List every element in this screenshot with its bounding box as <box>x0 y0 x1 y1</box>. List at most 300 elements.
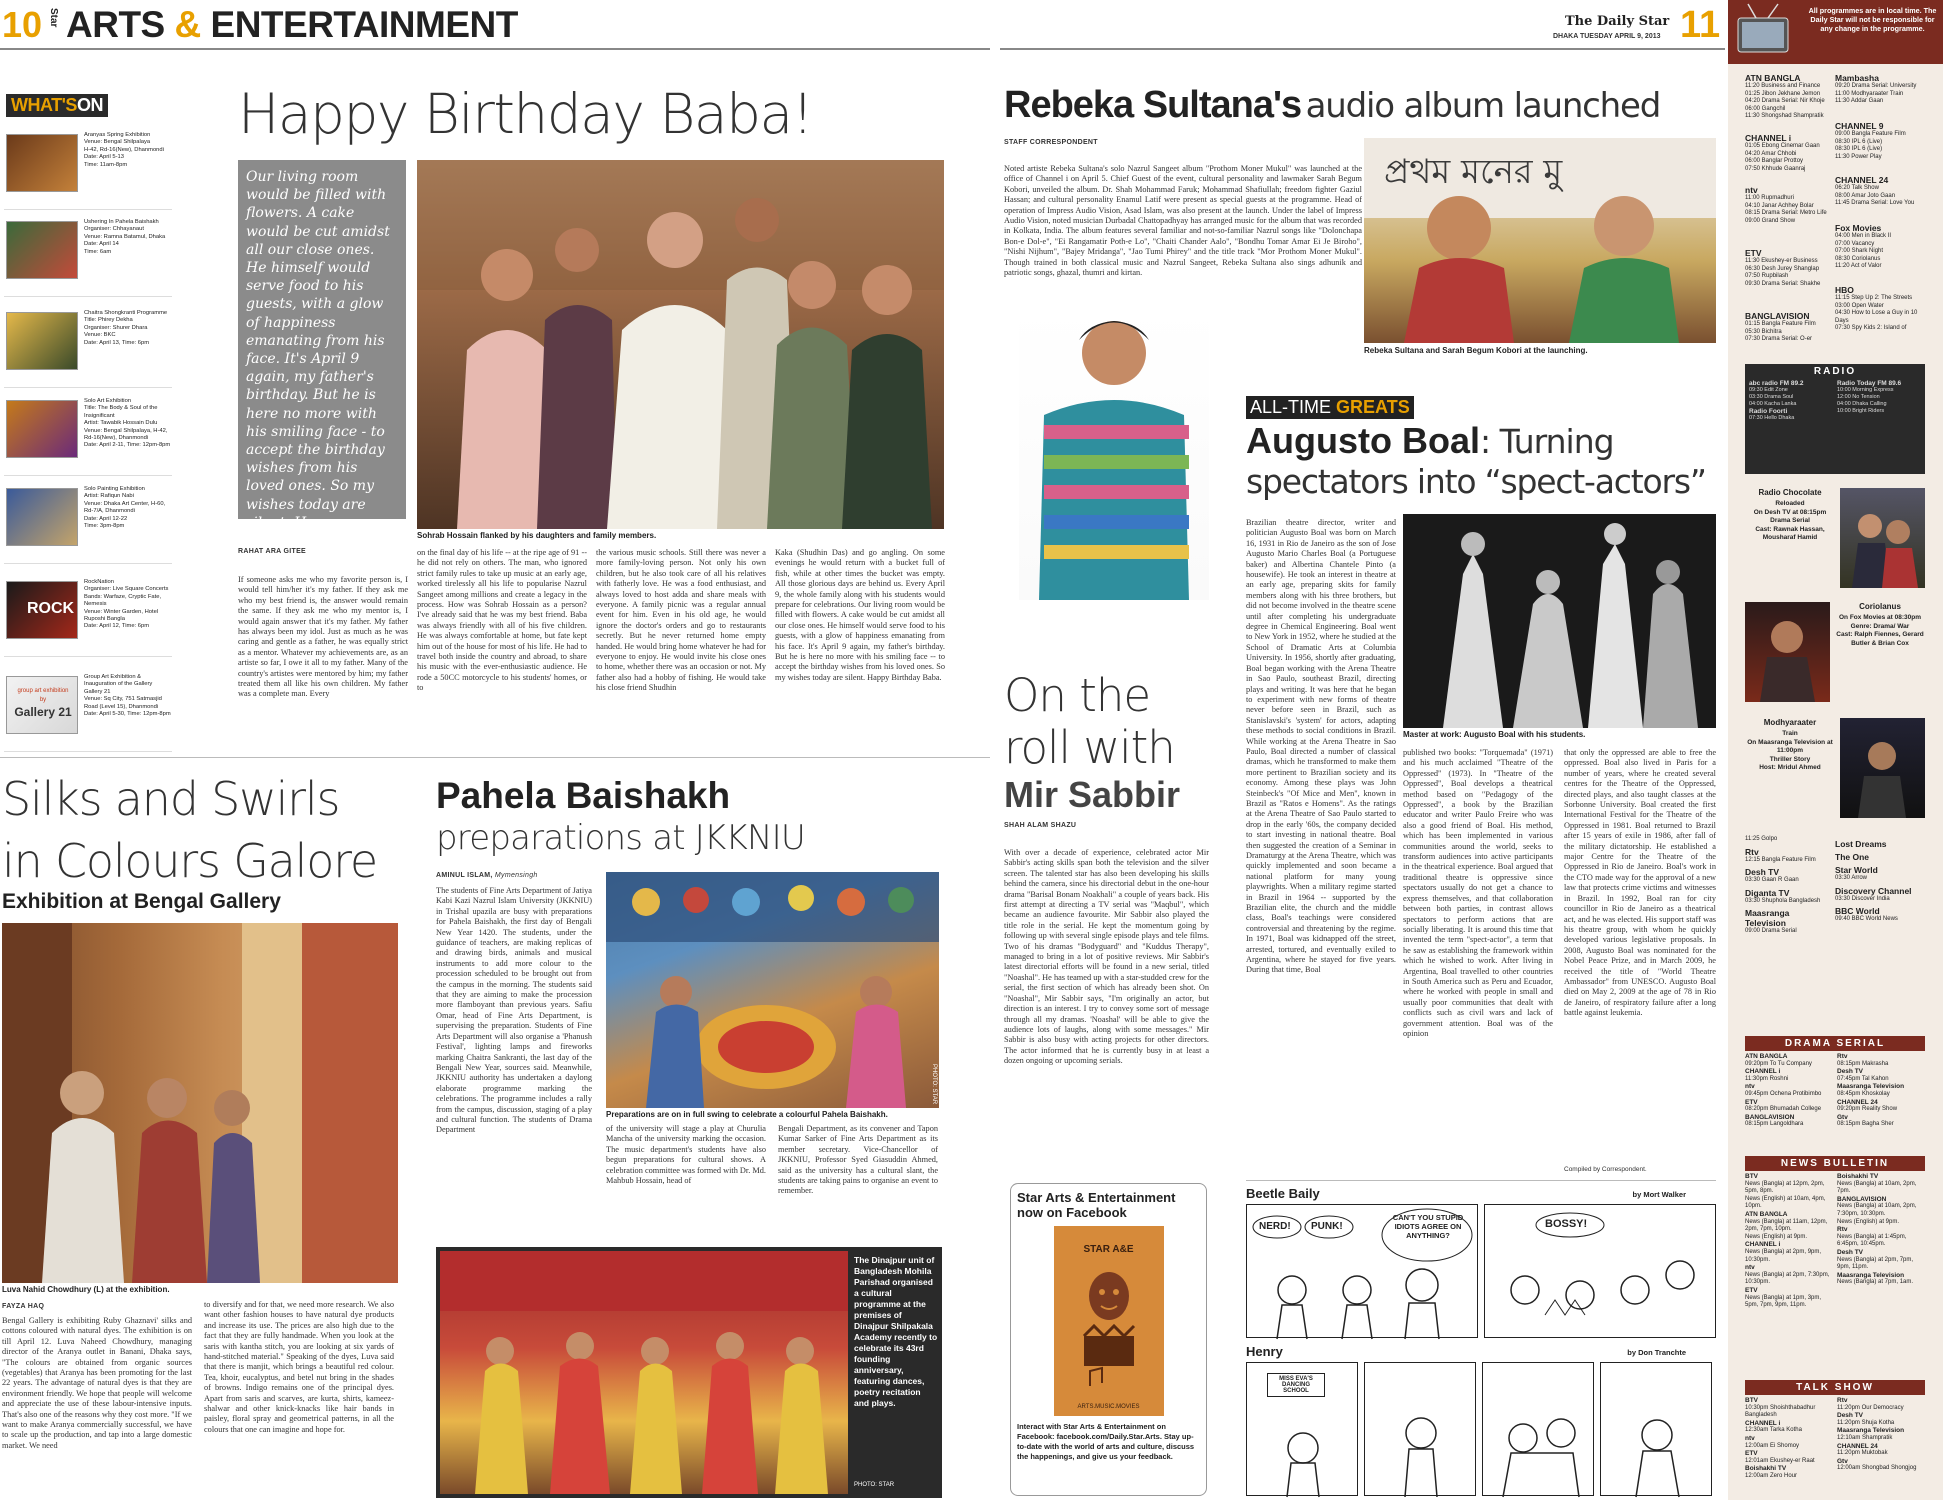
tv-listing-row: 06:30 Desh Jurey Shanglap <box>1745 265 1820 272</box>
tv-listing-row: 08:30 IPL 6 (Live) <box>1835 138 1883 145</box>
rebeka-photo-illustration <box>1364 138 1716 343</box>
tv-channel-name: Maasranga Television <box>1745 908 1790 929</box>
schedule-channel: ETV <box>1745 1098 1758 1106</box>
schedule-row: 12:01am Ekushey-er Raat <box>1745 1457 1815 1464</box>
tv-channel-name: Desh TV <box>1745 867 1780 878</box>
tv-listing-row: 11:45 Drama Serial: Love You <box>1835 200 1915 207</box>
divider-birthday <box>0 757 990 758</box>
tv-listing-row: 09:00 Bangla Feature Film <box>1835 131 1906 137</box>
pahela-headline: Pahela Baishakh <box>436 775 731 816</box>
tv-channel-name: BANGLAVISION <box>1745 311 1810 321</box>
promo-1-photo <box>1840 488 1925 588</box>
whats-on-thumbnail <box>6 581 78 639</box>
tv-listing-row: 09:30 Drama Serial: Shakhe <box>1745 280 1821 287</box>
rebeka-launch-photo <box>1364 138 1716 343</box>
tv-channel-block <box>1745 308 1831 344</box>
boal-col-2: published two books: "Torquemada" (1971) and his much acclaimed "Theatre of the Oppressed" (1973). In "Theatre of the Oppressed", Boal develops a theatrical method based on "Pedagogy of the Oppressed", a book by the Brazilian educator and writer Paulo Freire who was also a good friend of Boal. His method, which has been implemented in various communities around the world, seeks to transform audiences into active participants in the theatrical experience. Boal argued that traditional theatre is oppressive since spectators usually do not get a chance to express themselves, and that collaboration between both parties, in contrast allows spectators to perform actions that are socially liberating. It is around this time that invented the term "spect-actor", a term that he saw as establishing the framework within which he wished to work. After living in Argentina, Boal travelled to other countries in South America such as Peru and Ecuador, where he worked with people in small and usually poor communities that dealt with conflicts such as civil wars and lack of government attention. Boal was of the opinion <box>1403 748 1553 1038</box>
tv-listing-row: 09:00 Grand Show <box>1745 217 1796 224</box>
tv-channel-block <box>1835 172 1923 208</box>
pahela-photo <box>606 872 939 1108</box>
tv-listing-row: 01:05 Ebong Cinemar Gaan <box>1745 143 1820 149</box>
schedule-channel: Radio Today FM 89.6 <box>1837 380 1902 387</box>
schedule-row: News (Bangla) at 2pm, 7:30pm, 10:30pm. <box>1745 1271 1830 1286</box>
promo-coriolanus <box>1745 600 1925 708</box>
title-amp: & <box>174 4 201 45</box>
schedule-channel: CHANNEL 24 <box>1837 1442 1878 1450</box>
whats-on-item[interactable] <box>4 128 172 210</box>
schedule-channel: ntv <box>1745 1434 1755 1442</box>
tv-listing-row: 11:30 Power Play <box>1835 153 1882 160</box>
boal-photo-illustration <box>1403 514 1716 728</box>
whats-on-text: RockNation Organiser: Live Square Concerts Bands: Warfaze, Cryptic Fate, Nemesis Venue: Winter Garden, Hotel Ruposhi Bangla Date: April 12, Time: 6pm <box>84 579 169 630</box>
schedule-channel: Desh TV <box>1837 1248 1864 1256</box>
schedule-channel: Maasranga Television <box>1837 1427 1905 1435</box>
drama-serial-section <box>1745 1036 1925 1146</box>
tv-channel-name: CHANNEL 9 <box>1835 121 1884 131</box>
schedule-channel: ntv <box>1745 1264 1755 1272</box>
schedule-row: News (English) at 9pm. <box>1745 1233 1808 1240</box>
header-rule-left <box>0 48 990 50</box>
henry-panel-3 <box>1482 1362 1594 1496</box>
schedule-channel: CHANNEL i <box>1745 1241 1781 1249</box>
tv-listing-row: 12:15 Bangla Feature Film <box>1745 856 1816 863</box>
birthday-headline: Happy Birthday Baba! <box>238 82 813 146</box>
whats-on-text: Solo Art Exhibition Title: The Body & Soul of the Insignificant Artist: Tawabik Hossain Dulu Venue: Bengal Shilpalaya, H-42, Rd-16(New), Dhanmondi Date: April 2-11, Time: 12pm-8pm <box>84 398 171 449</box>
news-bulletin-right <box>1837 1173 1925 1287</box>
beetle-bubble-agree: CAN'T YOU STUPID IDIOTS AGREE ON ANYTHING? <box>1392 1213 1464 1240</box>
tv-listing-row: 07:30 Spy Kids 2: Island of <box>1835 325 1907 332</box>
beetle-panel-2 <box>1484 1204 1716 1338</box>
henry-panel-4 <box>1600 1362 1712 1496</box>
dateline: DHAKA TUESDAY APRIL 9, 2013 <box>1553 33 1661 40</box>
tv-channel-name: ATN BANGLA <box>1745 73 1801 83</box>
silks-col-2: to diversify and for that, we need more research. We also want other fashion houses to have natural dye products and increase its use. The prices are also high due to the fact that they are fully handmade. When you look at the saris with kantha stitch, you are looking at six yards of hand-stitched material." Speaking of the dyes, Luva said that there is manjit, which brings a beautiful red colour. Tea, khoir, eucalyptus, and betel nut bring in the shades of browns. Indigo remains one of the principal dyes. Apart from saris and scarves, are kurta, shirts, kameez-shalwar and other knick-knacks like hair bands in paisley, floral spray and geometrical patterns, in all the colours that one can imagine and hope for. <box>204 1300 394 1434</box>
radio-list-left <box>1749 380 1835 422</box>
tv-channel-block <box>1745 245 1831 288</box>
schedule-channel: abc radio FM 89.2 <box>1749 380 1804 387</box>
tv-listing-row: 11:20 Business and Finance <box>1745 83 1821 89</box>
henry-sign: MISS EVA'S DANCING SCHOOL <box>1267 1373 1325 1397</box>
title-entertainment: ENTERTAINMENT <box>210 4 518 45</box>
dinajpur-credit: PHOTO: STAR <box>854 1482 895 1488</box>
facebook-body: Interact with Star Arts & Entertainment on Facebook: facebook.com/Daily.Star.Arts. Stay up-to-date with the world of arts and culture, discuss the happenings, and give us your feedback. <box>1017 1422 1195 1461</box>
facebook-poster-footer: ARTS.MUSIC.MOVIES <box>1077 1404 1140 1410</box>
page-number-right: 11 <box>1680 4 1721 46</box>
schedule-channel: Gtv <box>1837 1457 1848 1465</box>
tv-set-icon <box>1732 2 1802 62</box>
right-page-header <box>1000 0 1725 52</box>
pahela-caption: Preparations are on in full swing to celebrate a colourful Pahela Baishakh. <box>606 1110 888 1119</box>
schedule-row: 11:30pm Roshni <box>1745 1075 1789 1082</box>
schedule-channel: ETV <box>1745 1450 1758 1458</box>
schedule-row: 12:00am Zero Hour <box>1745 1472 1798 1479</box>
henry-author: by Don Tranchte <box>1627 1348 1686 1357</box>
schedule-channel: ATN BANGLA <box>1745 1210 1788 1218</box>
beetle-bubble-nerd: NERD! <box>1259 1221 1291 1232</box>
birthday-pullquote: Our living room would be filled with flowers. A cake would be cut amidst all our close ones. He himself would serve food to his guests, with a glow of happiness emanating from his face. It's April 9 again, my father's birthday. But he is here no more with his smiling face - to accept the birthday wishes from his loved ones. So my wishes today are silent. Happy Birthday Baba. <box>246 169 390 550</box>
dinajpur-feature <box>436 1247 942 1498</box>
tv-channel-block <box>1835 70 1923 106</box>
gallery21-thumb-label: group art exhibition by Gallery 21 <box>14 688 72 719</box>
sabbir-byline: SHAH ALAM SHAZU <box>1004 822 1077 829</box>
tv-channel-block <box>1745 182 1831 225</box>
whats-on-item[interactable] <box>4 482 172 564</box>
promo-2-title: Coriolanus <box>1859 602 1901 611</box>
sabbir-body: With over a decade of experience, celebrated actor Mir Sabbir's acting skills span both the television and the silver screen. The talented star has also been developing his skills behind the camera, since his directorial debut in the one-hour drama "Barisal Bonam Noakhali" a couple of years back. His first attempt at directing a TV serial was "Maqbul", which became an audience favourite. Mir Sabbir also played the title role in the serial. He kept the momentum going by following up with several single episode plays and tele films. Two of his dramas "Bodyguard" and "Kuddus Therapy", managed to bring in a lot of positive reviews. Mir Sabbir's latest directorial efforts will be found in a new serial, titled "Noashal". He has teamed up with a star-studded crew for the serial, the first section of which has already been shot. On "Noashal", Mir Sabbir says, "I'm originally an actor, but direction is an interest. I try to convey some sort of message through all my dramas. 'Noashal' will be able to give the audience lots of laughs, along with some messages." Mir Sabbir is also busy with acting projects for other directors. The actor informed that he is currently busy in at least a dozen ongoing or upcoming serials. <box>1004 848 1209 1066</box>
birthday-col-4: Kaka (Shudhin Das) and go angling. On some evenings he would return with a bucket full of fish, while at other times the bucket was empty. All those glorious days are behind us. Every April 9, the whole family along with his students would prepare for celebrations. Our living room would be filled with flowers. A cake would be cut amidst all our close ones. He himself would serve food to his guests, with a glow of happiness emanating from his face. It's April 9 again, my father's birthday. But he is here no more with his smiling face -- to accept the birthday wishes from his loved ones. So my wishes today are silent. Happy Birthday Baba. <box>775 548 945 682</box>
silks-subtitle: Exhibition at Bengal Gallery <box>2 890 281 913</box>
schedule-channel: CHANNEL i <box>1745 1068 1781 1076</box>
beetle-bubble-punk: PUNK! <box>1311 1221 1343 1232</box>
rock-thumb-label: ROCK <box>27 600 75 617</box>
drama-serial-label: DRAMA SERIAL <box>1745 1036 1925 1051</box>
schedule-channel: Boishakhi TV <box>1837 1173 1879 1180</box>
dinajpur-photo-illustration <box>440 1251 848 1494</box>
drama-serial-left <box>1745 1053 1833 1129</box>
schedule-channel: Boishakhi TV <box>1745 1465 1787 1473</box>
tv-listing-row: 04:00 Men in Black II <box>1835 233 1892 239</box>
tv-channel-name: The One <box>1835 852 1870 862</box>
tv-listing-row: 05:30 Bichitra <box>1745 328 1782 335</box>
rebeka-byline: STAFF CORRESPONDENT <box>1004 139 1098 146</box>
tv-listing-row: 08:30 Coriolanus <box>1835 255 1881 262</box>
rebeka-body: Noted artiste Rebeka Sultana's solo Nazrul Sangeet album "Prothom Moner Mukul" was launched at the office of Channel i on April 5. Chief Guest of the event, cultural personality and lawmaker Sarah Begum Kobori, unveiled the album. Dr. Shah Mohammad Faruk; Mohammad Shafiullah; freedom fighter Gaziul Hassan; and cultural personality Enamul Latif were present as special guests at the programme. Head of operation of Impress Audio Vision, Asad Islam, was also present at the launch. Under the label of Impress Audio Vision, noted musician Durbadal Chattopadhyay has arranged music for the album that was recorded in Kolkata, India. The album features several familiar and not-so-familiar Nazrul songs like "Dolonchapa Bon-e Dol-e", "Ei Rangamatir Poth-e Lo", "Chaiti Chander Aalo", "Bondhu Tomar Amar Ei Je Biroho", "Nishi Nijhum", "Bajey Mridanga", "Jao Tumi Phirey" and the title track "Mor Prothom Moner Mukul". Though trained in both classical music and Nazrul Sangeet, Rebeka Sultana also sings adhunik and patriotic songs, ghazal, thumri and kirtan. <box>1004 164 1362 278</box>
header-rule-right <box>1000 48 1725 50</box>
tv-lower-list <box>1835 836 1921 924</box>
tv-channel-name: Lost Dreams <box>1835 839 1887 849</box>
boal-headline-line2: spectators into “spect-actors” <box>1246 462 1706 501</box>
whats-on-thumbnail <box>6 221 78 279</box>
promo-2-photo <box>1745 602 1830 702</box>
schedule-row: 12:00am Shongbad Shongjog <box>1837 1465 1917 1472</box>
rebeka-headline <box>1004 84 1660 127</box>
tv-channel-name: Discovery Channel <box>1835 885 1912 896</box>
schedule-row: News (Bangla) at 10am, 2pm, 7pm. <box>1837 1180 1917 1195</box>
boal-photo <box>1403 514 1716 728</box>
boal-caption: Master at work: Augusto Boal with his students. <box>1403 730 1586 739</box>
tv-listing-row: 08:15 Drama Serial: Metro Life <box>1745 210 1827 217</box>
schedule-channel: BTV <box>1745 1173 1758 1180</box>
tv-listing-row: 06:20 Talk Show <box>1835 185 1879 191</box>
tv-listing-row: 08:30 IPL 6 (Live) <box>1835 146 1883 153</box>
whats-on-label: WHAT'SON <box>6 94 108 117</box>
whats-on-item[interactable] <box>4 306 172 388</box>
tv-channel-block <box>1835 220 1923 271</box>
schedule-row: News (Bangla) at 2pm, 9pm, 10:30pm. <box>1745 1248 1822 1263</box>
schedule-row: News (English) at 10am, 4pm, 10pm. <box>1745 1195 1826 1210</box>
tv-listing-row: 07:30 Drama Serial: O-er <box>1745 336 1813 343</box>
whats-on-text: Ushering In Pahela Baishakh Organiser: Chhayanaut Venue: Ramna Batamul, Dhaka Date: April 14 Time: 6am <box>84 219 166 255</box>
schedule-channel: Radio Foorti <box>1749 408 1788 415</box>
schedule-channel: Maasranga Television <box>1837 1083 1905 1091</box>
tv-listing-row: 11:25 Golpo <box>1745 836 1778 842</box>
whats-on-text: Aranyas Spring Exhibition Venue: Bengal Shilpalaya H-42, Rd-16(New), Dhanmondi Date: April 5-13 Time: 11am-8pm <box>84 132 164 168</box>
birthday-pullquote-box <box>238 160 406 550</box>
schedule-row: 09:45pm Ochena Protibimbo <box>1745 1090 1822 1097</box>
schedule-row: 10:00 Bright Riders <box>1837 408 1885 414</box>
tv-listing-row: 07:00 Shark Night <box>1835 248 1884 255</box>
tv-channel-name: BBC World <box>1835 906 1880 917</box>
schedule-channel: BTV <box>1745 1397 1758 1404</box>
schedule-row: 10:30pm Shoishthabadhur Bangladesh <box>1745 1404 1816 1419</box>
schedule-row: 07:30 Hello Dhaka <box>1749 415 1795 421</box>
schedule-row: 04:00 Dhaka Calling <box>1837 401 1887 407</box>
sabbir-headline <box>1004 670 1234 816</box>
schedule-row: 04:00 Kacha Lanka <box>1749 401 1797 407</box>
pahela-col-1: The students of Fine Arts Department of Jatiya Kabi Kazi Nazrul Islam University (JKKNIU) in Trishal upazila are busy with preparations for Pahela Baishakh, the first day of Bengali New Year 1420. The students, under the guidance of teachers, are making replicas of and drawing birds, animals and musical instruments to add more colour to the procession scheduled to be brought out from the campus in the morning. The students said that they are aiming to make the procession more flamboyant than previous years. Safiu Omar, head of Fine Arts Department, is supervising the preparation. Students of Fine Arts Department will also organise a 'Phanush Festival', lighting lamps and fireworks marking Chaitra Sankranti, the last day of the Bengali New Year, sources said. Meanwhile, JKKNIU authority has undertaken a daylong elaborate programme marking the celebrations. The programme includes a rally from the campus, discussion, staging of a play and cultural function. The students of Drama Department <box>436 886 592 1135</box>
radio-label: RADIO <box>1813 366 1857 377</box>
schedule-row: 11:20pm Our Democracy <box>1837 1404 1904 1411</box>
sabbir-headline-c: Mir Sabbir <box>1004 774 1181 815</box>
pahela-col-3: Bengali Department, as its convener and Tapon Kumar Sarker of Fine Arts Department as its member secretary. Vice-Chancellor of JKKNIU, Professor Syed Giasuddin Ahmed, said as the university has a cultural slant, the students are taking pains to organise an event to remember. <box>778 1124 938 1196</box>
schedule-channel: Rtv <box>1837 1397 1848 1404</box>
pahela-photo-credit: PHOTO: STAR <box>931 1063 937 1104</box>
whats-on-item[interactable] <box>4 215 172 297</box>
tv-listing-row: 11:30 Ekushey-er Business <box>1745 258 1818 264</box>
schedule-row: 11:20pm Muktobak <box>1837 1450 1888 1457</box>
tv-listing-row: 08:00 Amar Joto Gaan <box>1835 192 1896 199</box>
whats-on-text: Chaitra Shongkranti Programme Title: Phirey Dekha Organiser: Shurer Dhara Venue: BKC Date: April 13, Time: 6pm <box>84 310 168 346</box>
tv-channel-name: Fox Movies <box>1835 223 1882 233</box>
schedule-channel: CHANNEL 24 <box>1837 1098 1878 1106</box>
tv-listing-row: 03:30 Gaan R Gaan <box>1745 877 1799 884</box>
tv-listing-row: 03:30 Discover India <box>1835 895 1890 902</box>
dinajpur-text: The Dinajpur unit of Bangladesh Mohila Parishad organised a cultural programme at the premises of Dinajpur Shilpakala Academy recently to celebrate its 43rd founding anniversary, featuring dances, poetry recitation and plays. <box>854 1255 938 1408</box>
boal-col-1: Brazilian theatre director, writer and politician Augusto Boal was born on March 16, 1931 in Rio de Janeiro as the son of Jose Augusto Mario Charles Boal (a Portuguese baker) and Albertina Chantele Pinto (a housewife). He took an interest in theatre at an early age, preparing skits for family members along with his three brothers, but did not become involved in the theatre scene until after completing his undergraduate degree in Chemical Engineering. Boal went to New York in 1952, where he studied at the School of Dramatic Arts at Columbia University. In 1956, shortly after graduating, Boal began working with the Arena Theatre in Sao Paulo, southeast Brazil, directing plays and writing. It was here that he began to experiment with new forms of theatre never before seen in Brazil, such as Stanislavski's 'system' for actors, adapting these methods to social conditions in Brazil. While working at the Arena Theatre in Sao Paulo, Boal directed a number of classical dramas, which he transformed to make them more pertinent to Brazilian society and its economy. Among these plays was John Steinbeck's "Of Mice and Men", known in Brazil as "Ratos e Homens". As the ratings at the Arena Theatre of Sao Paulo started to drop in the early '60s, the company decided to start investing in national theatre. Boal then suggested the creation of a Seminar in Dramaturgy at the Arena Theatre, which was quickly implemented and soon became a national platform for many young playwrights. When a military regime started in Brazil in 1964 -- supported by the Brazilian elite, the church and the middle class, Boal's teachings were considered controversial and threatening by the regime. In 1971, Boal was kidnapped off the street, arrested, tortured, and eventually exiled to Argentina, where he stayed for five years. During that time, Boal <box>1246 518 1397 975</box>
birthday-col-1: If someone asks me who my favorite person is, I would tell him/her it's my father. If they ask me who my best friend is, the answer would remain the same. If they ask me who my mentor is, I would again answer that it's my father. My father has always been my idol. Just as much as he was caring and gentle as a father, he was equally strict as a mentor. Whatever my achievements are, as an artiste so far, I owe it all to my father. Many of the country's artistes were mentored by him; my father treated them all like his own children. My father was a complete man. Every <box>238 575 408 699</box>
schedule-channel: Maasranga Television <box>1837 1271 1905 1279</box>
beetle-panel-1 <box>1246 1204 1478 1338</box>
schedule-channel: ATN BANGLA <box>1745 1053 1788 1060</box>
theatre-masks-icon <box>1054 1226 1164 1416</box>
tv-channel-name: CHANNEL i <box>1745 133 1792 143</box>
schedule-row: News (Bangla) at 1pm, 3pm, 5pm, 7pm, 9pm, 11pm. <box>1745 1294 1822 1309</box>
boal-headline <box>1246 420 1716 501</box>
whats-on-thumbnail <box>6 676 78 734</box>
beetle-author: by Mort Walker <box>1632 1190 1686 1199</box>
facebook-poster-title: STAR A&E <box>1083 1244 1134 1255</box>
promo-modhyaraater-train <box>1745 716 1925 826</box>
tv-listing-row: 07:50 Rupbilash <box>1745 273 1789 280</box>
talk-show-left <box>1745 1397 1833 1481</box>
silks-headline-a: Silks and Swirls <box>2 772 340 826</box>
schedule-row: News (Bangla) at 1:45pm, 6:45pm, 10:45pm. <box>1837 1233 1907 1248</box>
tv-channel-name: CHANNEL 24 <box>1835 175 1889 185</box>
news-bulletin-left <box>1745 1173 1833 1310</box>
schedule-row: 12:10am Shampratik <box>1837 1434 1893 1441</box>
birthday-caption: Sohrab Hossain flanked by his daughters and family members. <box>417 531 657 540</box>
tv-listing-row: 11:00 Modhyaraater Train <box>1835 90 1904 97</box>
henry-panels <box>1246 1362 1716 1496</box>
rebeka-headline-light: audio album launched <box>1305 86 1661 126</box>
facebook-title-a: Star Arts & Entertainment <box>1017 1190 1176 1205</box>
svg-text:প্রথম মনের মু: প্রথম মনের মু <box>1384 152 1563 192</box>
pahela-byline: AMINUL ISLAM, Mymensingh <box>436 872 538 879</box>
tv-listing-row: 03:30 Arrow <box>1835 875 1868 881</box>
masthead: The Daily Star <box>1565 14 1670 29</box>
tv-listing-row: 07:00 Vacancy <box>1835 240 1875 247</box>
news-bulletin-label: NEWS BULLETIN <box>1745 1156 1925 1171</box>
tv-listing-row: 11:00 Rupmadhuri <box>1745 195 1794 201</box>
tv-channel-block <box>1835 282 1923 333</box>
rebeka-caption: Rebeka Sultana and Sarah Begum Kobori at the launching. <box>1364 346 1588 355</box>
tv-channel-block <box>1745 70 1831 121</box>
rebeka-headline-bold: Rebeka Sultana's <box>1004 84 1302 126</box>
schedule-row: News (Bangla) at 11am, 12pm, 2pm, 7pm, 10pm. <box>1745 1218 1828 1233</box>
tv-listing-row: 04:30 How to Lose a Guy in 10 Days <box>1835 310 1918 324</box>
tv-lower-list <box>1745 836 1831 936</box>
schedule-row: 08:15pm Langoldhara <box>1745 1121 1804 1128</box>
tv-channel-name: Mambasha <box>1835 73 1879 83</box>
schedule-row: 09:30 Edit Zone <box>1749 387 1788 393</box>
news-bulletin-section <box>1745 1156 1925 1376</box>
schedule-channel: Rtv <box>1837 1226 1848 1234</box>
henry-strip <box>1246 1344 1716 1498</box>
whats-on-thumbnail <box>6 134 78 192</box>
schedule-row: 12:30am Tarka Kotha <box>1745 1427 1802 1434</box>
talk-show-right <box>1837 1397 1925 1473</box>
talk-show-label: TALK SHOW <box>1745 1380 1925 1395</box>
silks-headline-b: in Colours Galore <box>2 834 377 888</box>
tv-listing-row: 04:10 Janar Achhey Bolar <box>1745 202 1814 209</box>
pahela-subheadline: preparations at JKKNIU <box>436 818 805 858</box>
whats-on-item[interactable] <box>4 670 172 752</box>
sabbir-headline-b: roll with <box>1004 721 1175 774</box>
tv-listing-row: 04:20 Amar Chhobi <box>1745 150 1797 157</box>
tv-notice-box <box>1728 0 1943 64</box>
tv-channel-block <box>1835 118 1923 161</box>
schedule-channel: CHANNEL i <box>1745 1419 1781 1427</box>
whats-on-item[interactable] <box>4 394 172 476</box>
tv-channel-name: HBO <box>1835 285 1854 295</box>
tv-channel-name: Rtv <box>1745 846 1759 857</box>
schedule-row: News (Bangla) at 12pm, 2pm, 5pm, 8pm. <box>1745 1180 1825 1195</box>
silks-col-1: Bengal Gallery is exhibiting Ruby Ghaznavi' silks and cottons coloured with natural dyes. The exhibition is on till April 12. Luva Naheed Chowdhury, managing director of the Aranya outlet in Banani, Dhaka says, "The colours are obtained from organic sources (vegetables) that Aranya has been promoting for the last 22 years. The advantage of natural dyes is that they are environment friendly. We hope that people will welcome and appreciate the use of these labour-intensive inputs. That's also one of the reasons why they cost more. "If we want to make Aranya commercially successful, we have to scale up the production, and tap into a large domestic market. We need <box>2 1316 192 1450</box>
tv-listing-row: 01:15 Bangla Feature Film <box>1745 321 1816 327</box>
whats-on-thumbnail <box>6 312 78 370</box>
schedule-row: News (Bangla) at 10am, 2pm, 7:30pm, 10:30pm. <box>1837 1203 1917 1217</box>
schedule-row: 11:20pm Shuja Kotha <box>1837 1419 1895 1426</box>
star-logo-left: Star <box>48 8 59 28</box>
tv-listing-row: 09:00 Drama Serial <box>1745 928 1797 935</box>
drama-serial-right <box>1837 1053 1925 1129</box>
tv-channel-block <box>1745 130 1831 173</box>
facebook-title-b: now on Facebook <box>1017 1205 1127 1220</box>
schedule-row: 09:20pm Reality Show <box>1837 1106 1898 1113</box>
section-title-left <box>66 4 518 46</box>
henry-panel-1 <box>1246 1362 1358 1496</box>
schedule-channel: Desh TV <box>1837 1412 1864 1420</box>
schedule-row: 09:20pm To Tu Company <box>1745 1060 1812 1067</box>
birthday-col-3: the various music schools. Still there was never a more family-loving person. Not only his own children, but he also took care of all his relatives with fatherly love. He was a food enthusiast, and always loved to host adda and share meals with everyone. A family picnic was a regular annual event for him. Even in his old age, he would ignore the doctor's orders and go to restaurants secretly. But he never returned home empty handed. He would bring home whatever he had for everyone to enjoy. He would invite his close ones to home, whether there was an occasion or not. My father also had a hobby of fishing. He would take his close friend Shudhin <box>596 548 766 693</box>
schedule-row: 07:45pm Tal Kahon <box>1837 1075 1889 1082</box>
schedule-row: 03:30 Drama Soul <box>1749 394 1794 400</box>
tv-listing-row: 01:25 Jibon Jekhane Jemon <box>1745 90 1821 97</box>
tv-listing-row: 11:30 Shongshad Shampratik <box>1745 113 1824 120</box>
boal-headline-light: : Turning <box>1479 422 1614 461</box>
schedule-row: News (Bangla) at 7pm, 1am. <box>1837 1279 1914 1286</box>
tv-listing-row: 06:00 Gangchil <box>1745 105 1786 112</box>
boal-headline-bold: Augusto Boal <box>1246 420 1480 461</box>
tv-listing-row: 09:40 BBC World News <box>1835 916 1898 923</box>
whats-on-text: Group Art Exhibition & Inauguration of the Gallery Gallery 21 Venue: Sq City, 751 Satmasjid Road (Level 15), Dhanmondi Date: April 5-30, Time: 12pm-8pm <box>84 674 171 718</box>
promo-radio-chocolate <box>1745 486 1925 594</box>
promo-3-photo <box>1840 718 1925 818</box>
page-number-left: 10 <box>2 4 43 45</box>
promo-2-lines: On Fox Movies at 08:30pm Genre: Drama/ War Cast: Ralph Fiennes, Gerard Butler & Brian Cox <box>1836 614 1924 647</box>
silks-photo-illustration <box>2 923 398 1283</box>
tv-listing-row: 03:00 Open Water <box>1835 302 1884 309</box>
tv-channel-name: Star World <box>1835 865 1878 875</box>
schedule-channel: BANGLAVISION <box>1837 1195 1887 1203</box>
whats-on-item[interactable] <box>4 575 172 657</box>
schedule-channel: BANGLAVISION <box>1745 1113 1795 1121</box>
boal-kicker: ALL-TIME GREATS <box>1246 396 1414 419</box>
schedule-channel: Desh TV <box>1837 1068 1864 1076</box>
birthday-byline: RAHAT ARA GITEE <box>238 548 307 555</box>
schedule-channel: ntv <box>1745 1083 1755 1091</box>
schedule-row: News (Bangla) at 2pm, 7pm, 9pm, 11pm. <box>1837 1256 1914 1271</box>
whats-on-text: Solo Painting Exhibition Artist: Rafiqun Nabi Venue: Dhaka Art Center, H-60, Rd-7/A, Dhanmondi Date: April 12-22 Time: 3pm-8pm <box>84 486 166 530</box>
schedule-channel: Rtv <box>1837 1053 1848 1060</box>
title-arts: ARTS <box>66 4 165 45</box>
family-photo-illustration <box>417 160 944 529</box>
beetle-bailey-strip <box>1246 1186 1716 1341</box>
schedule-row: 08:15pm Bagha Sher <box>1837 1121 1894 1128</box>
sohrab-hossain-photo <box>417 160 944 529</box>
mir-sabbir-illustration <box>1019 305 1209 600</box>
boal-credit: Compiled by Correspondent. <box>1564 1166 1647 1173</box>
henry-panel-2 <box>1364 1362 1476 1496</box>
facebook-promo[interactable] <box>1010 1183 1207 1496</box>
promo-3-title: Modhyaraater <box>1763 718 1817 727</box>
pahela-photo-illustration <box>606 872 939 1108</box>
boal-col-3: that only the oppressed are able to free the oppressed. Boal also lived in Paris for a number of years, where he created several centres for the Theatre of the Oppressed, directed plays, and also taught classes at the Sorbonne University. Boal created the first International Festival for the Theatre of the Oppressed in 1981. Boal returned to Brazil after 15 years of exile in 1986, after fall of the military dictatorship. He established a major Centre for the Theatre of the Oppressed in Rio de Janeiro. Boal's work in the CTO made way for the approval of a new law that protects crime victims and witnesses in Brazil. In 1992, Boal ran for city councillor in Rio de Janeiro as a theatrical act, and he was elected. His support staff was his theatre group, with whom he quickly developed various legislative proposals. In 2008, Augusto Boal was nominated for the Nobel Peace Prize, and in March 2009, he received the title of "World Theatre Ambassador" from UNESCO. Augusto Boal died on May 2, 2009 at the age of 78 in Rio de Janeiro, of respiratory failure after a long battle against leukemia. <box>1564 748 1716 1018</box>
silks-exhibition-photo <box>2 923 398 1283</box>
tv-channel-name: ETV <box>1745 248 1762 258</box>
silks-byline: FAYZA HAQ <box>2 1303 45 1310</box>
birthday-col-2: on the final day of his life -- at the ripe age of 91 -- he did not rely on others. The man, who ignored strict family rules to take up music at an early age, worked tirelessly all his life to popularise Nazrul Sangeet among millions and create a legacy in the process. How was Sohrab Hossain as a person? I've already said that he was my best friend. Baba was always friendly with all of his five children. He was always comfortable at home, but fate kept him out of the house for most of his life. He had to travel both inside the country and abroad, to share his music with the ever-enthusiastic audience. He rode a 50CC motorcycle to his students' homes, or to <box>417 548 587 693</box>
tv-listing-row: 11:30 Addar Gaan <box>1835 98 1884 105</box>
divider-boal <box>1246 1180 1716 1181</box>
schedule-row: 08:45pm Khoskolay <box>1837 1090 1890 1097</box>
schedule-row: 12:00 No Tension <box>1837 394 1880 400</box>
pahela-col-2: of the university will stage a play at Churulia Mancha of the university marking the occasion. The music department's students have also begun preparations for cultural shows. A celebration committee was formed with Dr. Md. Mahbub Hossain, head of <box>606 1124 766 1186</box>
radio-section <box>1745 364 1925 474</box>
promo-3-lines: Train On Maasranga Television at 11:00pm Thriller Story Host: Mridul Ahmed <box>1747 730 1833 771</box>
tv-listing-row: 09:20 Drama Serial: University <box>1835 83 1917 89</box>
tv-notice: All programmes are in local time. The Daily Star will not be responsible for any change in the programme. <box>1808 6 1937 33</box>
schedule-row: 10:00 Morning Express <box>1837 387 1894 393</box>
schedule-row: 08:20pm Bhumadah College <box>1745 1106 1822 1113</box>
tv-listing-row: 03:30 Shuphola Bangladesh <box>1745 897 1821 904</box>
tv-listing-row: 04:20 Drama Serial: Nir Khoje <box>1745 98 1825 105</box>
radio-list-right <box>1837 380 1923 415</box>
facebook-poster <box>1054 1226 1164 1416</box>
schedule-row: News (English) at 9pm. <box>1837 1218 1900 1225</box>
silks-caption: Luva Nahid Chowdhury (L) at the exhibition. <box>2 1285 170 1294</box>
beetle-title: Beetle Baily <box>1246 1186 1320 1201</box>
mir-sabbir-photo <box>1019 305 1209 600</box>
tv-channel-name: Diganta TV <box>1745 887 1790 898</box>
tv-listing-row: 11:20 Act of Valor <box>1835 263 1882 270</box>
tv-channel-name: ntv <box>1745 185 1758 195</box>
sabbir-headline-a: On the <box>1004 669 1151 722</box>
promo-1-lines: Reloaded On Desh TV at 08:15pm Drama Serial Cast: Rawnak Hassan, Mousharaf Hamid <box>1753 500 1827 541</box>
schedule-channel: Gtv <box>1837 1113 1848 1121</box>
schedule-row: 08:15pm Makrasha <box>1837 1060 1889 1067</box>
dinajpur-photo <box>440 1251 848 1494</box>
